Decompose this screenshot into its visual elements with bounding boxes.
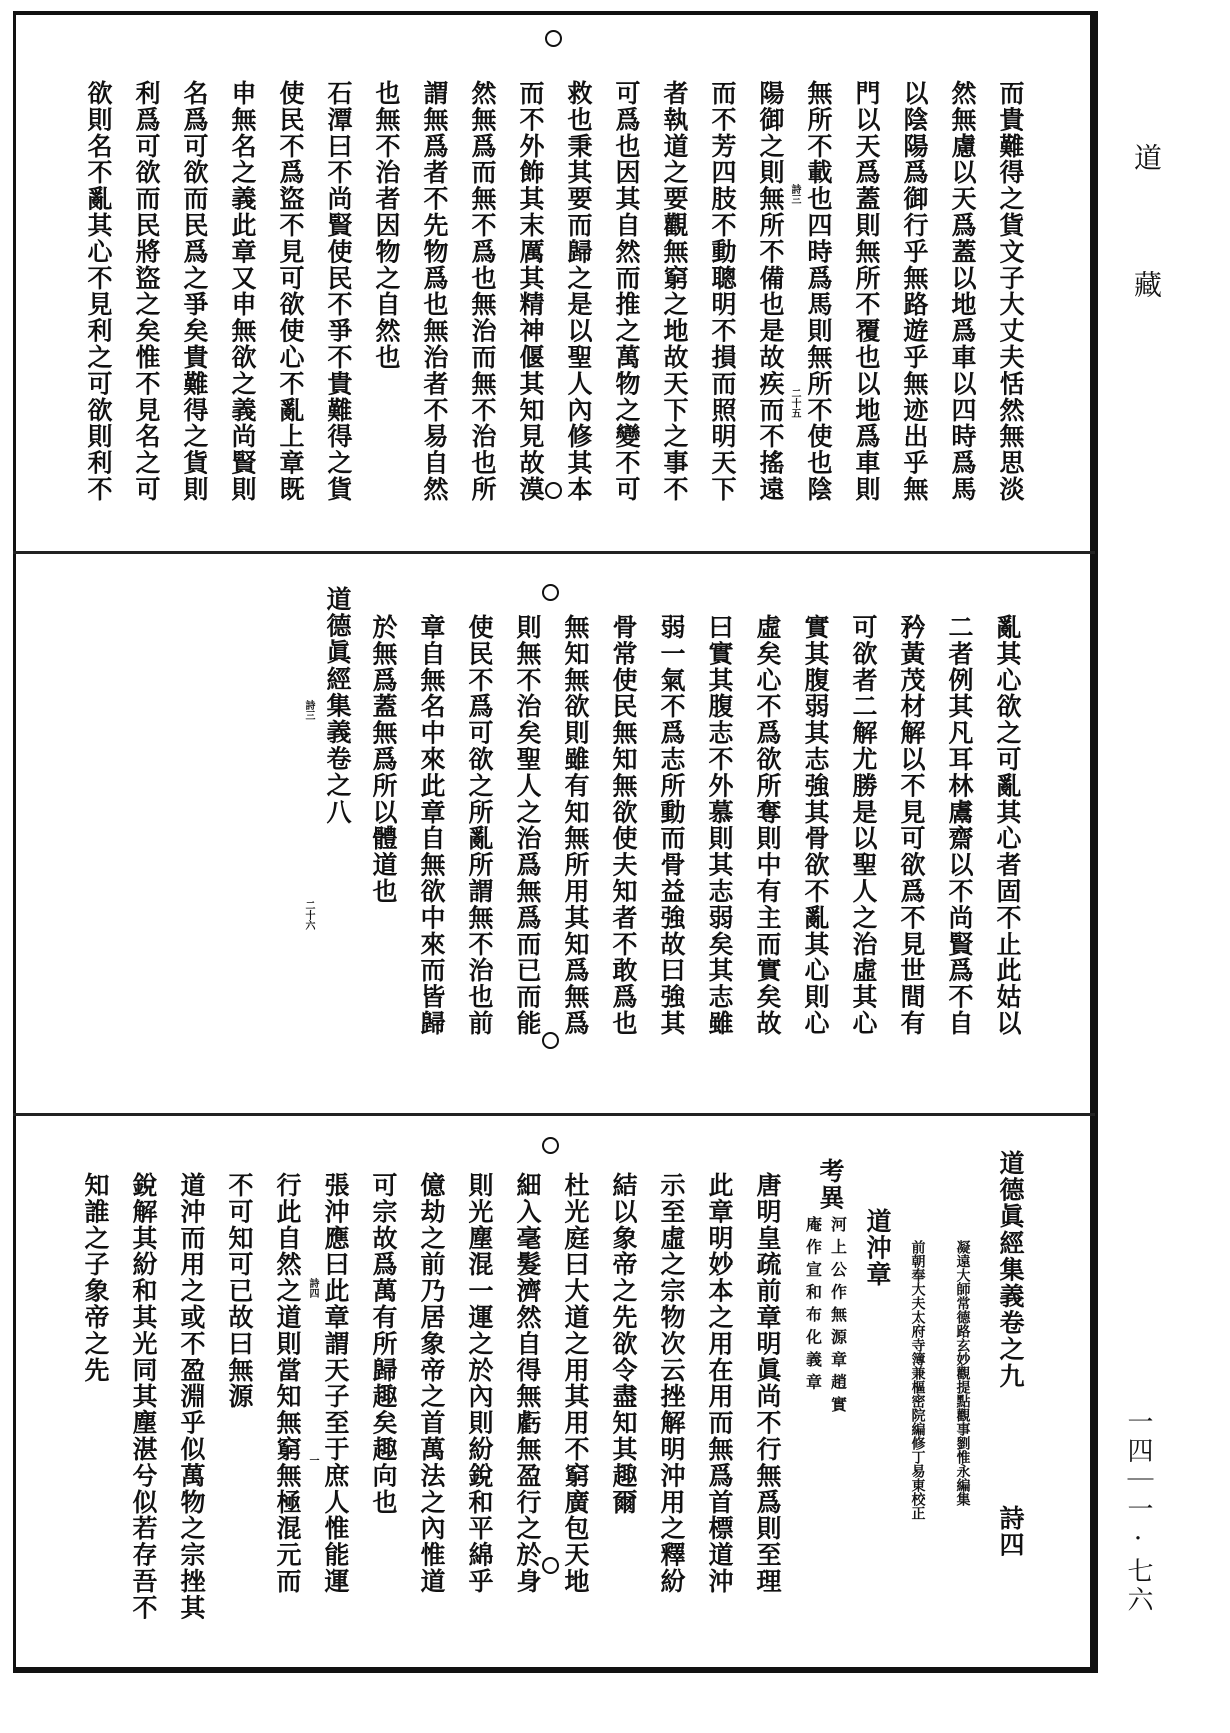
text-column: 無知無欲則雖有知無所用其知爲無爲 bbox=[561, 614, 590, 1037]
text-column: 而貴難得之貨文子大丈夫恬然無思淡 bbox=[996, 80, 1025, 503]
text-column: 亂其心欲之可亂其心者固不止此姑以 bbox=[993, 614, 1022, 1037]
leaf-mark: 一 bbox=[307, 1455, 318, 1465]
text-column: 則光塵混一運之於內則紛銳和平綿乎 bbox=[465, 1172, 494, 1595]
paragraph-circle-mark bbox=[542, 584, 559, 601]
paragraph-circle-mark bbox=[545, 482, 562, 499]
text-column: 知誰之子象帝之先 bbox=[81, 1172, 110, 1384]
text-column: 石潭曰不尚賢使民不爭不貴難得之貨 bbox=[324, 80, 353, 503]
text-column: 救也秉其要而歸之是以聖人內修其本 bbox=[564, 80, 593, 503]
text-column: 矜黃茂材解以不見可欲爲不見世間有 bbox=[897, 614, 926, 1037]
text-column: 使民不爲盜不見可欲使心不亂上章既 bbox=[276, 80, 305, 503]
text-column: 此章明妙本之用在用而無爲首標道沖 bbox=[705, 1172, 734, 1595]
text-column: 使民不爲可欲之所亂所謂無不治也前 bbox=[465, 614, 494, 1037]
text-column: 弱一氣不爲志所動而骨益強故曰強其 bbox=[657, 614, 686, 1037]
text-column: 而不外飾其末厲其精神偃其知見故漠 bbox=[516, 80, 545, 503]
text-column: 可欲者二解尤勝是以聖人之治虛其心 bbox=[849, 614, 878, 1037]
text-column: 也無不治者因物之自然也 bbox=[372, 80, 401, 371]
text-column: 示至虛之宗物次云挫解明沖用之釋紛 bbox=[657, 1172, 686, 1595]
panel-divider bbox=[13, 1113, 1095, 1116]
paragraph-circle-mark bbox=[542, 1032, 559, 1049]
margin-collection-char: 道 bbox=[1130, 143, 1163, 171]
editor-credit: 前朝奉大夫太府寺簿兼樞密院編修丁易東校正 bbox=[909, 1240, 926, 1520]
volume-end-title: 道德眞經集義卷之八 bbox=[323, 586, 352, 826]
text-column: 無所不載也四時爲馬則無所不使也陰 bbox=[804, 80, 833, 503]
leaf-number: 二十六 bbox=[303, 900, 314, 930]
paragraph-circle-mark bbox=[545, 30, 562, 47]
text-column: 虛矣心不爲欲所奪則中有主而實矣故 bbox=[753, 614, 782, 1037]
text-column: 以陰陽爲御行乎無路遊乎無迹出乎無 bbox=[900, 80, 929, 503]
variants-note: 河上公作無源章趙實 bbox=[828, 1216, 848, 1419]
leaf-number: 二十五 bbox=[789, 388, 800, 418]
text-column: 而不芳四肢不動聰明不損而照明天下 bbox=[708, 80, 737, 503]
page-frame bbox=[13, 11, 1098, 1673]
text-column: 陽御之則無所不備也是故疾而不搖遠 bbox=[756, 80, 785, 503]
paragraph-circle-mark bbox=[542, 1557, 559, 1574]
text-column: 道沖而用之或不盈淵乎似萬物之宗挫其 bbox=[177, 1172, 206, 1621]
text-column: 銳解其紛和其光同其塵湛兮似若存吾不 bbox=[129, 1172, 158, 1621]
text-column: 謂無爲者不先物爲也無治者不易自然 bbox=[420, 80, 449, 503]
text-column: 二者例其凡耳林鬳齋以不尚賢爲不自 bbox=[945, 614, 974, 1037]
text-column: 名爲可欲而民爲之爭矣貴難得之貨則 bbox=[180, 80, 209, 503]
text-column: 張沖應曰此章謂天子至于庶人惟能運 bbox=[321, 1172, 350, 1595]
text-column: 可宗故爲萬有所歸趣矣趣向也 bbox=[369, 1172, 398, 1516]
fold-mark: 詩三 bbox=[303, 700, 314, 720]
text-column: 億劫之前乃居象帝之首萬法之內惟道 bbox=[417, 1172, 446, 1595]
compiler-credit: 凝遠大師常德路玄妙觀提點觀事劉惟永編集 bbox=[954, 1240, 971, 1506]
text-column: 然無爲而無不爲也無治而無不治也所 bbox=[468, 80, 497, 503]
volume-title: 道德眞經集義卷之九 bbox=[996, 1150, 1025, 1390]
variants-note: 庵作宣和布化義章 bbox=[803, 1216, 823, 1396]
text-column: 骨常使民無知無欲使夫知者不敢爲也 bbox=[609, 614, 638, 1037]
paragraph-circle-mark bbox=[542, 1137, 559, 1154]
margin-collection-char: 藏 bbox=[1130, 270, 1163, 298]
fold-mark: 詩三 bbox=[789, 184, 800, 204]
text-column: 細入毫髮濟然自得無虧無盈行之於身 bbox=[513, 1172, 542, 1595]
text-column: 於無爲蓋無爲所以體道也 bbox=[369, 614, 398, 905]
text-column: 杜光庭曰大道之用其用不窮廣包天地 bbox=[561, 1172, 590, 1595]
text-column: 曰實其腹志不外慕則其志弱矣其志雖 bbox=[705, 614, 734, 1037]
text-column: 不可知可已故曰無源 bbox=[225, 1172, 254, 1410]
text-column: 結以象帝之先欲令盡知其趣爾 bbox=[609, 1172, 638, 1516]
variants-label: 考異 bbox=[816, 1158, 845, 1211]
text-column: 欲則名不亂其心不見利之可欲則利不 bbox=[84, 80, 113, 503]
text-column: 申無名之義此章又申無欲之義尚賢則 bbox=[228, 80, 257, 503]
text-column: 然無慮以天爲蓋以地爲車以四時爲馬 bbox=[948, 80, 977, 503]
text-column: 唐明皇疏前章明眞尚不行無爲則至理 bbox=[753, 1172, 782, 1595]
text-column: 則無不治矣聖人之治爲無爲而已而能 bbox=[513, 614, 542, 1037]
fold-mark: 詩四 bbox=[307, 1278, 318, 1298]
text-column: 實其腹弱其志強其骨欲不亂其心則心 bbox=[801, 614, 830, 1037]
text-column: 行此自然之道則當知無窮無極混元而 bbox=[273, 1172, 302, 1595]
chapter-title: 道沖章 bbox=[863, 1208, 892, 1288]
text-column: 者執道之要觀無窮之地故天下之事不 bbox=[660, 80, 689, 503]
text-column: 利爲可欲而民將盜之矣惟不見名之可 bbox=[132, 80, 161, 503]
fold-mark: 詩四 bbox=[996, 1505, 1025, 1558]
page-number: 一四｜一·七六 bbox=[1123, 1408, 1153, 1615]
text-column: 門以天爲蓋則無所不覆也以地爲車則 bbox=[852, 80, 881, 503]
text-column: 章自無名中來此章自無欲中來而皆歸 bbox=[417, 614, 446, 1037]
panel-divider bbox=[13, 551, 1095, 554]
text-column: 可爲也因其自然而推之萬物之變不可 bbox=[612, 80, 641, 503]
